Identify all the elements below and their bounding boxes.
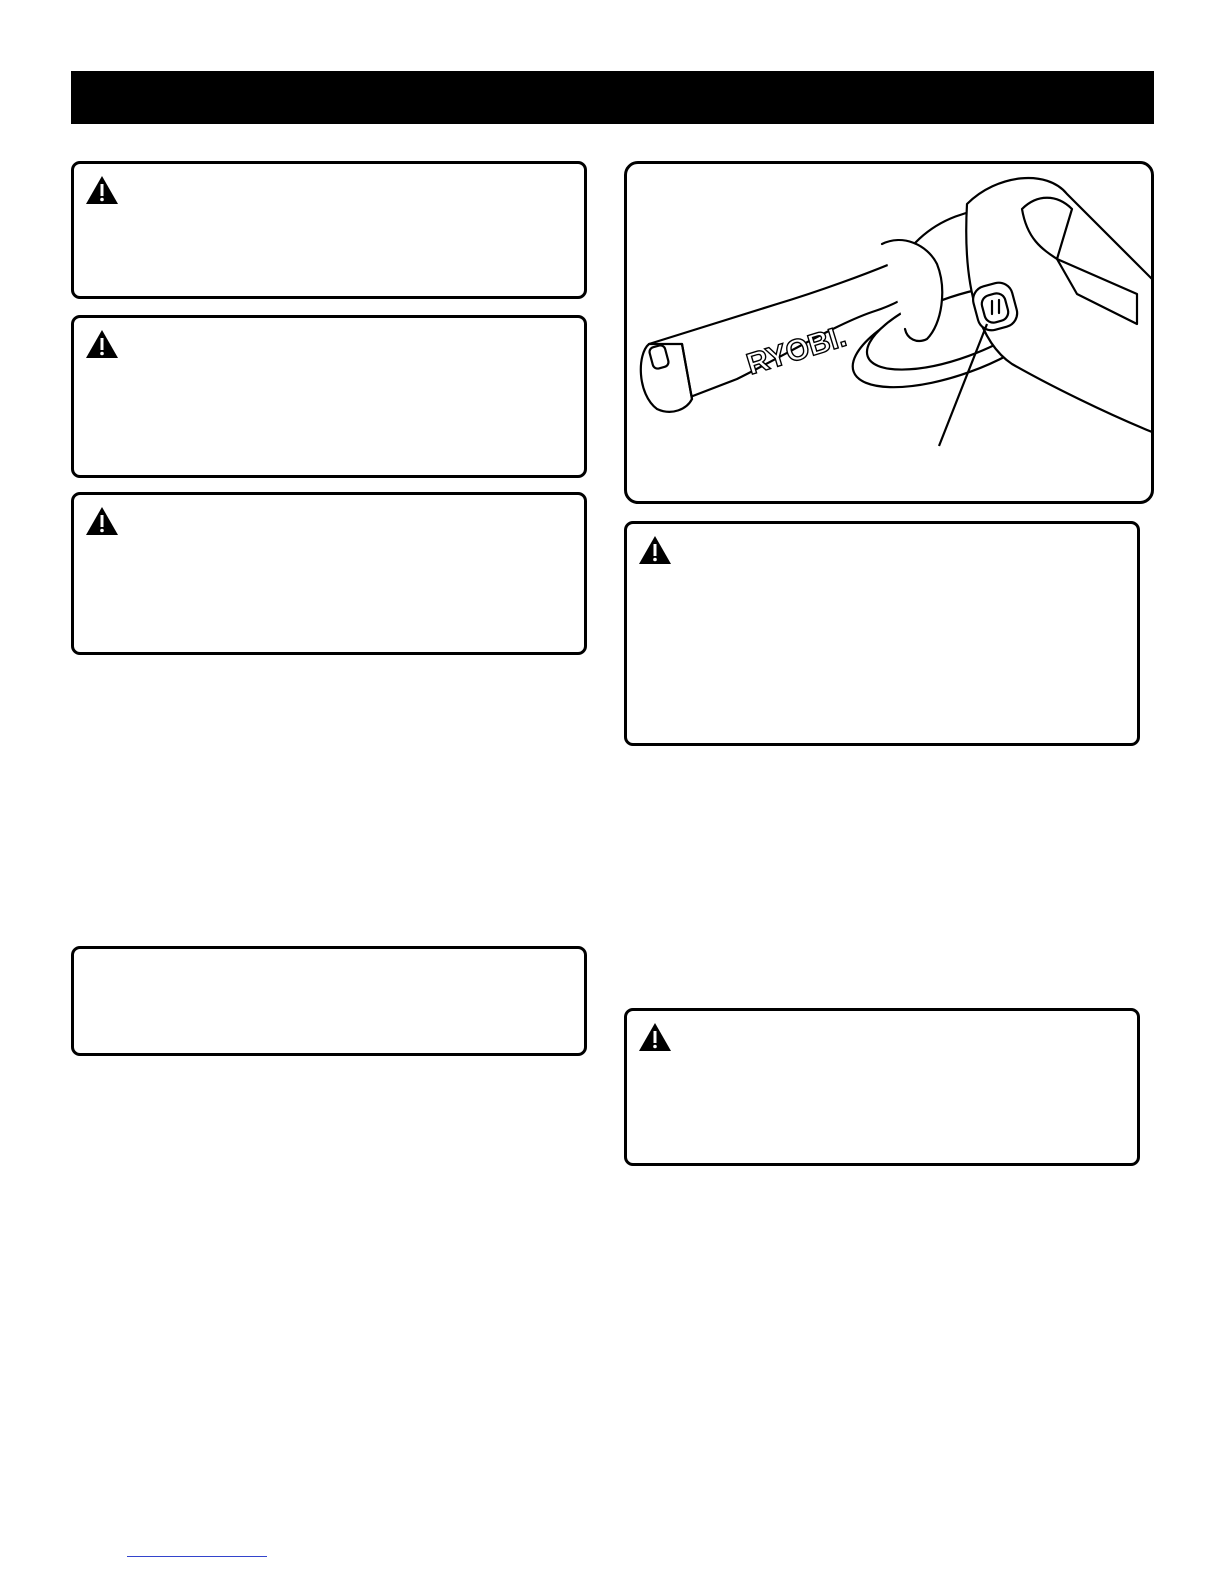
angle-grinder-illustration <box>627 164 1154 504</box>
warning-triangle-icon <box>85 329 119 359</box>
warning-box-2 <box>71 315 587 478</box>
note-box-1 <box>71 946 587 1056</box>
warning-triangle-icon <box>85 506 119 536</box>
tool-illustration-figure <box>624 161 1154 504</box>
footer-link-underline[interactable] <box>127 1556 267 1557</box>
warning-box-1 <box>71 161 587 299</box>
warning-box-5 <box>624 1008 1140 1166</box>
warning-triangle-icon <box>638 1022 672 1052</box>
warning-triangle-icon <box>638 535 672 565</box>
brand-logo-text: RYOBI. <box>742 319 851 382</box>
warning-box-3 <box>71 492 587 655</box>
warning-box-4 <box>624 521 1140 746</box>
section-header-bar <box>71 71 1154 124</box>
warning-triangle-icon <box>85 175 119 205</box>
